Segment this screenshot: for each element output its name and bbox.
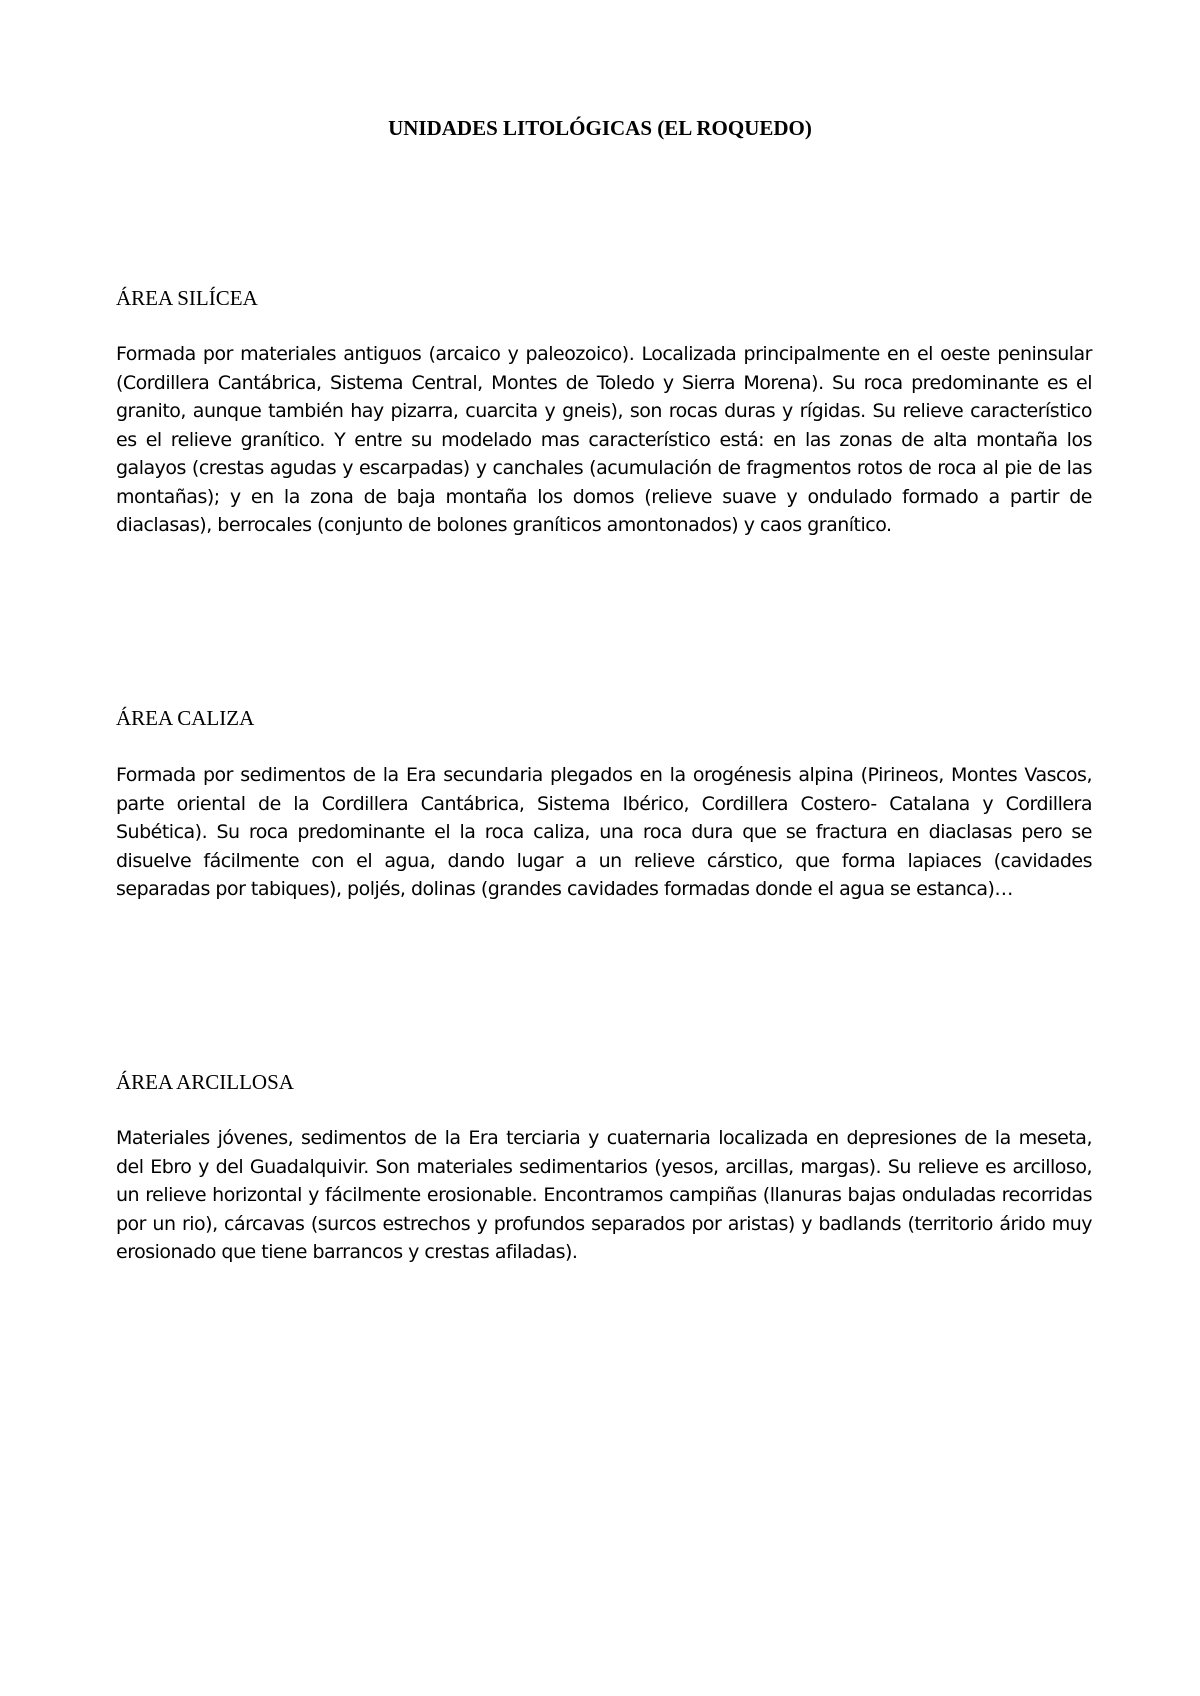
document-title: UNIDADES LITOLÓGICAS (EL ROQUEDO): [388, 116, 812, 140]
section-heading-area-silicea: ÁREA SILÍCEA: [116, 286, 258, 310]
section-heading-area-arcillosa: ÁREA ARCILLOSA: [116, 1070, 294, 1094]
section-body-area-silicea: Formada por materiales antiguos (arcaico y paleozoico). Localizada principalmente en el oeste peninsular (Cordillera Cantábrica, Sistema Central, Montes de Toledo y Sierra Morena). Su roca predominante es el granito, aunque también hay pizarra, cuarcita y gneis), son rocas duras y rígidas. Su relieve característico es el relieve granítico. Y entre su modelado mas característico está: en las zonas de alta montaña los galayos (crestas agudas y escarpadas) y canchales (acumulación de fragmentos rotos de roca al pie de las montañas); y en la zona de baja montaña los domos (relieve suave y ondulado formado a partir de diaclasas), berrocales (conjunto de bolones graníticos amontonados) y caos granítico.: [116, 343, 1092, 536]
section-body-area-caliza: Formada por sedimentos de la Era secundaria plegados en la orogénesis alpina (Pirineos, Montes Vascos, parte oriental de la Cordillera Cantábrica, Sistema Ibérico, Cordillera Costero- Catalana y Cordillera Subética). Su roca predominante el la roca caliza, una roca dura que se fractura en diaclasas pero se disuelve fácilmente con el agua, dando lugar a un relieve cárstico, que forma lapiaces (cavidades separadas por tabiques), poljés, dolinas (grandes cavidades formadas donde el agua se estanca)…: [116, 764, 1092, 900]
section-body-area-arcillosa: Materiales jóvenes, sedimentos de la Era terciaria y cuaternaria localizada en depresiones de la meseta, del Ebro y del Guadalquivir. Son materiales sedimentarios (yesos, arcillas, margas). Su relieve es arcilloso, un relieve horizontal y fácilmente erosionable. Encontramos campiñas (llanuras bajas onduladas recorridas por un rio), cárcavas (surcos estrechos y profundos separados por aristas) y badlands (territorio árido muy erosionado que tiene barrancos y crestas afiladas).: [116, 1127, 1092, 1263]
section-heading-area-caliza: ÁREA CALIZA: [116, 706, 255, 730]
